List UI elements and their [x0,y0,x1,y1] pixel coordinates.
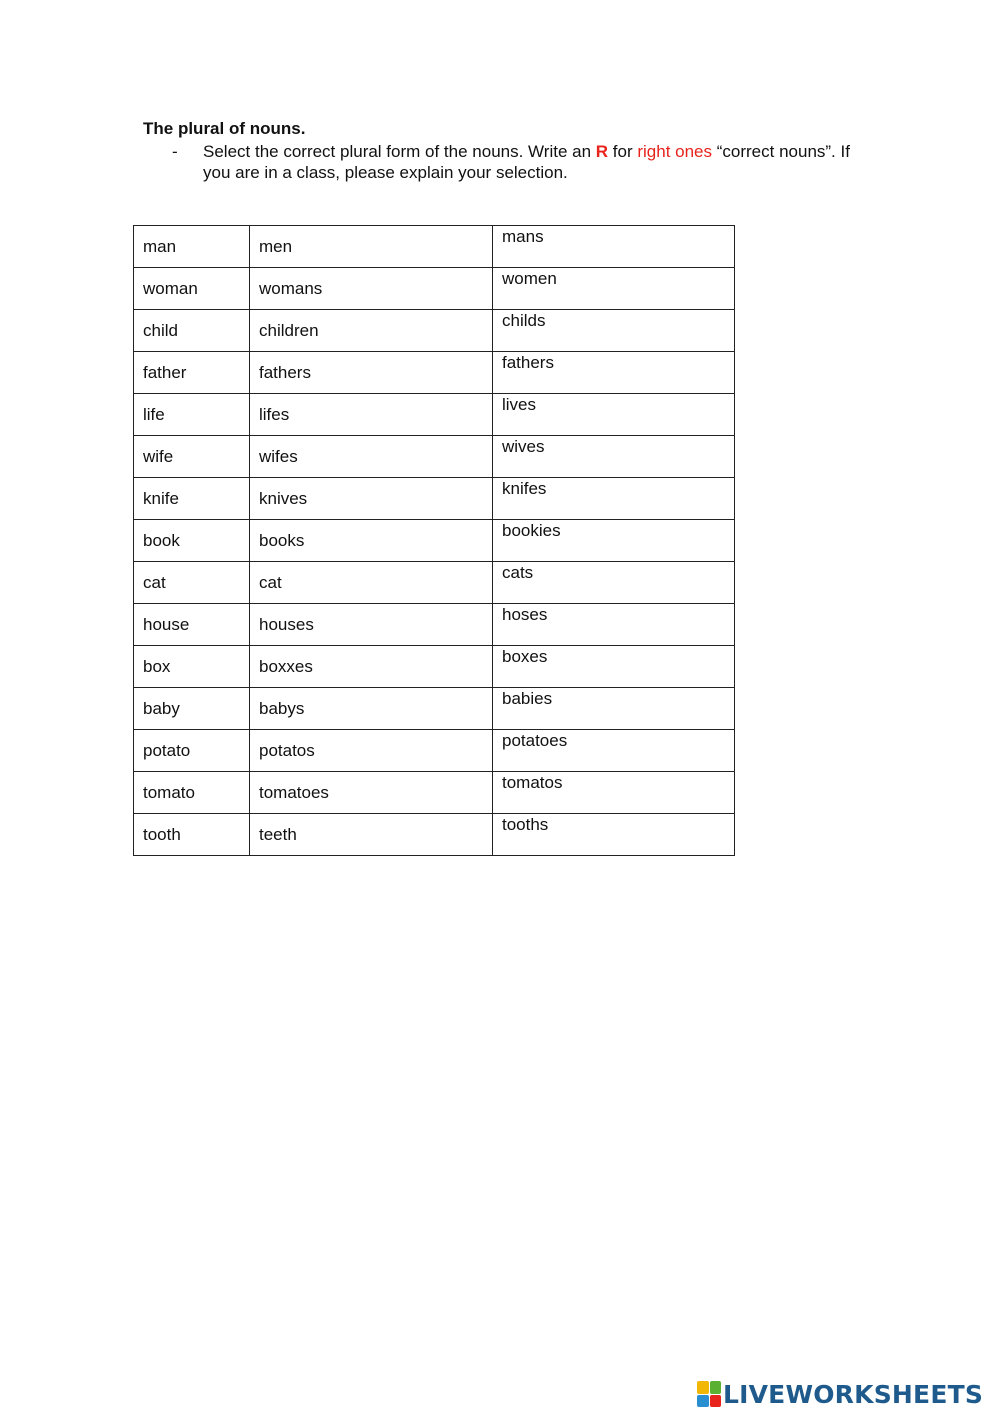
nouns-table-body [134,226,735,856]
singular-noun-cell: book [134,520,250,562]
singular-noun-cell: house [134,604,250,646]
table-row [134,478,735,520]
instruction [172,141,852,183]
plural-option-cell[interactable]: childs [493,310,735,352]
table-row [134,352,735,394]
table-row [134,562,735,604]
plural-option-cell[interactable]: cat [250,562,493,604]
plural-option-cell[interactable]: mans [493,226,735,268]
singular-noun-cell: woman [134,268,250,310]
instruction-text [203,141,852,183]
instruction-part1: Select the correct plural form of the nouns. Write an [203,142,596,161]
table-row [134,730,735,772]
worksheet-title: The plural of nouns. [143,119,306,138]
table-row [134,688,735,730]
plural-option-cell[interactable]: babys [250,688,493,730]
singular-noun-cell: potato [134,730,250,772]
singular-noun-cell: child [134,310,250,352]
table-row [134,772,735,814]
bullet-dash: - [172,142,178,161]
table-row [134,646,735,688]
instruction-part2: for [608,142,638,161]
singular-noun-cell: baby [134,688,250,730]
singular-noun-cell: tooth [134,814,250,856]
table-row [134,310,735,352]
plural-option-cell[interactable]: tomatoes [250,772,493,814]
plural-option-cell[interactable]: teeth [250,814,493,856]
logo-text: LIVEWORKSHEETS [723,1379,984,1409]
singular-noun-cell: father [134,352,250,394]
singular-noun-cell: tomato [134,772,250,814]
plural-option-cell[interactable]: bookies [493,520,735,562]
instruction-part3: “correct nouns”. If you are in a class, please explain your selection. [203,142,850,182]
table-row [134,226,735,268]
singular-noun-cell: cat [134,562,250,604]
table-row [134,814,735,856]
plural-option-cell[interactable]: hoses [493,604,735,646]
plural-option-cell[interactable]: men [250,226,493,268]
plural-option-cell[interactable]: wifes [250,436,493,478]
instruction-right-ones: right ones [637,142,713,161]
plural-option-cell[interactable]: tomatos [493,772,735,814]
plural-option-cell[interactable]: cats [493,562,735,604]
plural-option-cell[interactable]: boxes [493,646,735,688]
plural-option-cell[interactable]: houses [250,604,493,646]
plural-option-cell[interactable]: books [250,520,493,562]
plural-option-cell[interactable]: knives [250,478,493,520]
liveworksheets-logo-icon [697,1381,721,1407]
plural-option-cell[interactable]: children [250,310,493,352]
instruction-r-letter: R [595,142,609,161]
plural-option-cell[interactable]: lifes [250,394,493,436]
singular-noun-cell: life [134,394,250,436]
plural-option-cell[interactable]: fathers [250,352,493,394]
singular-noun-cell: box [134,646,250,688]
plural-option-cell[interactable]: potatos [250,730,493,772]
singular-noun-cell: knife [134,478,250,520]
plural-option-cell[interactable]: fathers [493,352,735,394]
plural-option-cell[interactable]: babies [493,688,735,730]
table-row [134,436,735,478]
plural-option-cell[interactable]: boxxes [250,646,493,688]
plural-option-cell[interactable]: potatoes [493,730,735,772]
table-row [134,394,735,436]
table-row [134,268,735,310]
nouns-table [133,225,735,856]
plural-option-cell[interactable]: wives [493,436,735,478]
plural-option-cell[interactable]: womans [250,268,493,310]
liveworksheets-logo[interactable] [697,1378,983,1410]
singular-noun-cell: wife [134,436,250,478]
table-row [134,520,735,562]
singular-noun-cell: man [134,226,250,268]
plural-option-cell[interactable]: lives [493,394,735,436]
plural-option-cell[interactable]: women [493,268,735,310]
table-row [134,604,735,646]
plural-option-cell[interactable]: knifes [493,478,735,520]
plural-option-cell[interactable]: tooths [493,814,735,856]
